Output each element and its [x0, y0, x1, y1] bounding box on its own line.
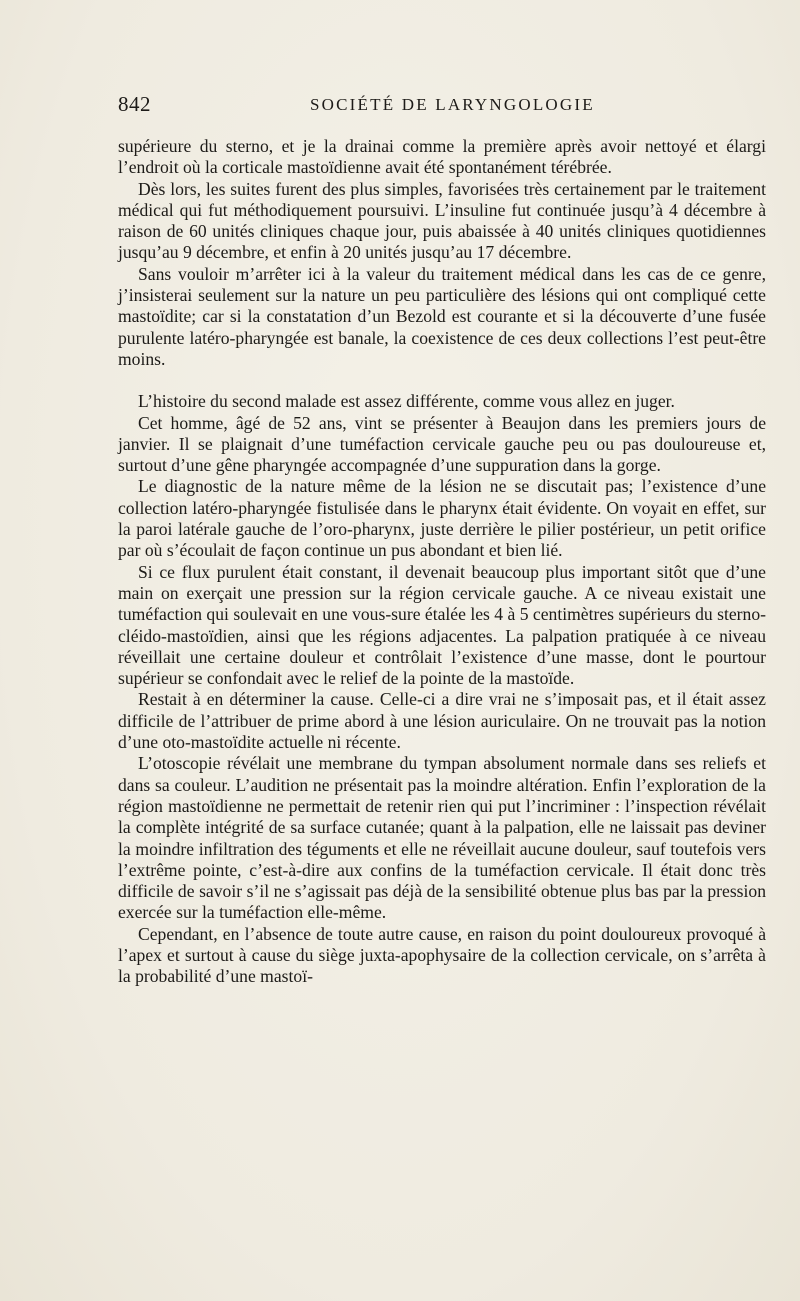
running-head: SOCIÉTÉ DE LARYNGOLOGIE — [310, 95, 595, 114]
page-header — [118, 92, 774, 118]
paragraph: Restait à en déterminer la cause. Celle-ci a dire vrai ne s’imposait pas, et il était assez difficile de l’attribuer de prime abord à une lésion auriculaire. On ne trouvait pas la notion d’une oto-mastoïdite actuelle ni récente. — [118, 689, 766, 753]
body-text — [118, 136, 766, 988]
paragraph: Sans vouloir m’arrêter ici à la valeur du traitement médical dans les cas de ce genre, j’insisterai seulement sur la nature un peu particulière des lésions qui ont compliqué cette mastoïdite; car si la constatation d’un Bezold est courante et si la découverte d’une fusée purulente latéro-pharyngée est banale, la coexistence de ces deux collections l’est peut-être moins. — [118, 263, 766, 369]
paragraph: Si ce flux purulent était constant, il devenait beaucoup plus important sitôt que d’une main on exerçait une pression sur la région cervicale gauche. A ce niveau existait une tuméfaction qui soulevait en une vous-sure étalée les 4 à 5 centimètres supérieurs du sterno-cléido-mastoïdien, ainsi que les régions adjacentes. La palpation pratiquée à ce niveau réveillait une certaine douleur et contrôlait l’existence d’une masse, dont le pourtour supérieur se confondait avec le relief de la pointe de la mastoïde. — [118, 561, 766, 689]
paragraph: supérieure du sterno, et je la drainai comme la première après avoir nettoyé et élargi l’endroit où la corticale mastoïdienne avait été spontanément térébrée. — [118, 136, 766, 178]
paragraph: Le diagnostic de la nature même de la lésion ne se discutait pas; l’existence d’une collection latéro-pharyngée fistulisée dans le pharynx était évidente. On voyait en effet, sur la paroi latérale gauche de l’oro-pharynx, juste derrière le pilier postérieur, un petit orifice par où s’écoulait de façon continue un pus abondant et bien lié. — [118, 476, 766, 561]
page-number: 842 — [118, 92, 151, 116]
paragraph: Cet homme, âgé de 52 ans, vint se présenter à Beaujon dans les premiers jours de janvier. Il se plaignait d’une tuméfaction cervicale gauche peu ou pas douloureuse et, surtout d’une gêne pharyngée accompagnée d’une suppuration dans la gorge. — [118, 412, 766, 476]
paragraph: Dès lors, les suites furent des plus simples, favorisées très certainement par le traitement médical qui fut méthodiquement poursuivi. L’insuline fut continuée jusqu’à 4 décembre à raison de 60 unités cliniques chaque jour, puis abaissée à 40 unités cliniques quotidiennes jusqu’au 9 décembre, et enfin à 20 unités jusqu’au 17 décembre. — [118, 178, 766, 263]
paragraph: L’otoscopie révélait une membrane du tympan absolument normale dans ses reliefs et dans sa couleur. L’audition ne présentait pas la moindre altération. Enfin l’exploration de la région mastoïdienne ne permettait de retenir rien qui put l’incriminer : l’inspection révélait la complète intégrité de sa surface cutanée; quant à la palpation, elle ne laissait pas deviner la moindre infiltration des téguments et elle ne réveillait aucune douleur, sauf toutefois vers l’extrême pointe, c’est-à-dire aux confins de la tuméfaction cervicale. Il était donc très difficile de savoir s’il ne s’agissait pas déjà de la sensibilité obtenue plus bas par la pression exercée sur la tuméfaction elle-même. — [118, 753, 766, 923]
paragraph: L’histoire du second malade est assez différente, comme vous allez en juger. — [138, 391, 675, 412]
paragraph: Cependant, en l’absence de toute autre cause, en raison du point douloureux provoqué à l’apex et surtout à cause du siège juxta-apophysaire de la collection cervicale, on s’arrêta à la probabilité d’une mastoï- — [118, 923, 766, 987]
